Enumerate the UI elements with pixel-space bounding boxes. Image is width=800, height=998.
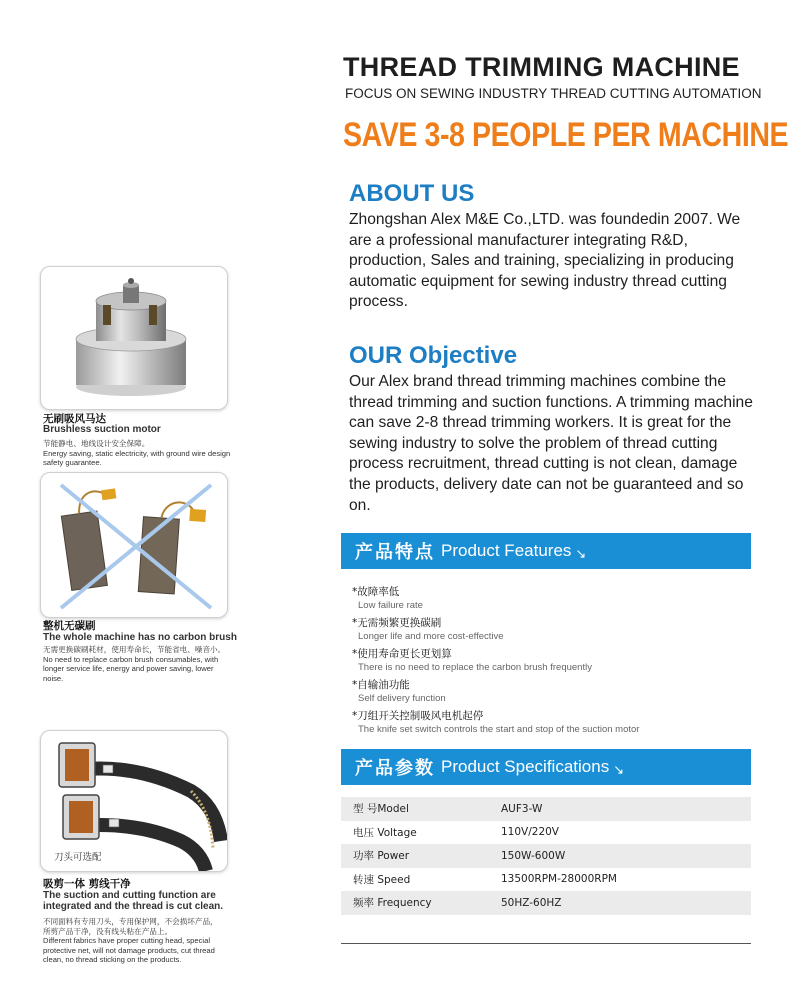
- features-heading-en: Product Features: [441, 541, 572, 560]
- motor-desc-cn: 节能静电、地线设计安全保障。: [43, 439, 150, 448]
- feature-item: [352, 708, 639, 735]
- feature-cn: *刀组开关控制吸风电机起停: [352, 710, 484, 722]
- feature-item: [352, 646, 592, 673]
- spec-label: 频率 Frequency: [341, 891, 501, 915]
- feature-cn: *无需频繁更换碳刷: [352, 617, 442, 629]
- cutter-title-en-line2: integrated and the thread is cut clean.: [43, 901, 224, 912]
- feature-en: Low failure rate: [358, 600, 423, 611]
- brush-title-cn: 整机无碳刷: [43, 620, 96, 632]
- spec-table: [341, 797, 751, 915]
- divider: [341, 943, 751, 944]
- feature-en: Longer life and more cost-effective: [358, 631, 504, 642]
- feature-item: [352, 584, 423, 611]
- feature-en: There is no need to replace the carbon brush frequently: [358, 662, 592, 673]
- cutter-desc-en: Different fabrics have proper cutting head, special protective net, will not damage products, cut thread clean, no thread sticking on the products.: [43, 936, 215, 964]
- spec-label: 转速 Speed: [353, 873, 411, 886]
- specs-heading-cn: 产品参数: [355, 758, 435, 779]
- features-header: [341, 533, 751, 569]
- cutter-title-en: [43, 890, 223, 912]
- motor-photo: [40, 266, 228, 410]
- page-subtitle: FOCUS ON SEWING INDUSTRY THREAD CUTTING AUTOMATION: [345, 86, 762, 101]
- table-row: [341, 844, 751, 868]
- optional-head-label: 刀头可选配: [54, 852, 102, 863]
- feature-cn: *自输油功能: [352, 679, 410, 691]
- arrow-down-right-icon: ↘: [613, 761, 625, 777]
- carbon-brush-photo: [40, 472, 228, 618]
- cutter-desc-cn1: 不同面料有专用刀头，专用保护网，不会损坏产品，: [43, 917, 218, 926]
- feature-item: [352, 615, 504, 642]
- motor-description: [43, 439, 233, 468]
- motor-title-cn: 无刷吸风马达: [43, 413, 106, 425]
- features-heading-cn: 产品特点: [355, 542, 435, 563]
- spec-value: 110V/220V: [501, 826, 559, 839]
- feature-item: [352, 677, 446, 704]
- spec-value: 150W-600W: [501, 844, 751, 868]
- feature-en: The knife set switch controls the start and stop of the suction motor: [358, 724, 640, 735]
- table-row: [341, 821, 751, 845]
- cutter-title-en-line1: The suction and cutting function are: [43, 890, 216, 901]
- slogan: SAVE 3-8 PEOPLE PER MACHINE: [343, 116, 789, 154]
- motor-title-en: Brushless suction motor: [43, 424, 161, 435]
- objective-heading: OUR Objective: [349, 342, 518, 369]
- feature-cn: *故障率低: [352, 586, 400, 598]
- cutter-photo: [40, 730, 228, 872]
- cutter-desc-cn2: 所剪产品干净，没有线头粘在产品上。: [43, 926, 173, 936]
- brush-desc-en: No need to replace carbon brush consumables, with longer service life, energy and power saving, lower noise.: [43, 654, 219, 683]
- brush-title-en: The whole machine has no carbon brush: [43, 632, 237, 643]
- arrow-down-right-icon: ↘: [575, 545, 587, 561]
- spec-value: AUF3-W: [501, 797, 751, 821]
- spec-value: 13500RPM-28000RPM: [501, 873, 617, 886]
- motor-desc-en: Energy saving, static electricity, with ground wire design safety guarantee.: [43, 448, 231, 467]
- cutter-description: [43, 917, 233, 965]
- spec-label: 型 号Model: [341, 797, 501, 821]
- about-text: Zhongshan Alex M&E Co.,LTD. was foundedin 2007. We are a professional manufacturer integrating R&D, production, Sales and training, specializing in producing automatic equipment for sewing industry thread cutting process.: [349, 211, 741, 311]
- page-title: THREAD TRIMMING MACHINE: [343, 52, 740, 82]
- table-row: [341, 891, 751, 915]
- brush-desc-cn: 无需更换碳刷耗材，使用寿命长，节能省电、噪音小。: [43, 645, 226, 654]
- suction-motor-image: [41, 267, 227, 409]
- table-row: [341, 868, 751, 892]
- spec-value: 50HZ-60HZ: [501, 891, 751, 915]
- brush-description: [43, 645, 233, 683]
- spec-label: 电压 Voltage: [353, 826, 417, 839]
- spec-label: 功率 Power: [341, 844, 501, 868]
- about-heading: ABOUT US: [349, 180, 475, 207]
- cutter-title-cn: 吸剪一体 剪线干净: [43, 878, 131, 890]
- carbon-brush-image: [41, 473, 227, 617]
- feature-cn: *使用寿命更长更划算: [352, 648, 452, 660]
- table-row: [341, 797, 751, 821]
- objective-text: Our Alex brand thread trimming machines combine the thread trimming and suction functions. A trimming machine can save 2-8 thread trimming workers. It is great for the sewing industry to solve the problem of thread cutting process recruitment, thread cutting is not clean, damage the products, delivery date can not be guaranteed and so on.: [349, 373, 753, 514]
- feature-en: Self delivery function: [358, 693, 446, 704]
- specs-heading-en: Product Specifications: [441, 757, 610, 776]
- specs-header: [341, 749, 751, 785]
